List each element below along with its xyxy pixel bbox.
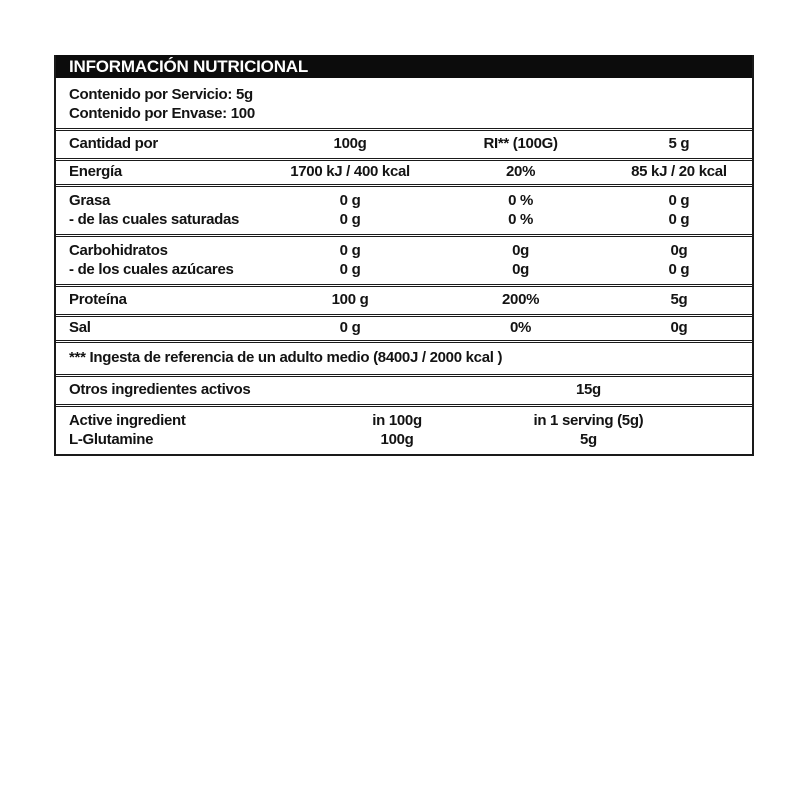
value-ri: 0 % <box>508 192 534 209</box>
value-per-100g: 1700 kJ / 400 kcal <box>290 163 410 180</box>
nutrient-row-carbs <box>56 241 752 260</box>
serving-per-serving: Contenido por Servicio: 5g <box>69 86 253 103</box>
nutrient-row-protein <box>56 284 752 314</box>
active-ingredient-col-serving: in 1 serving (5g) <box>533 412 644 429</box>
value-per-100g: 0 g <box>339 319 361 336</box>
nutrient-row-energy <box>56 158 752 184</box>
nutrient-row-fat <box>56 191 752 210</box>
serving-info <box>56 78 752 128</box>
value-per-100g: 0 g <box>339 261 361 278</box>
ingredient-label: L-Glutamine <box>69 431 154 448</box>
value-per-serving: 0 g <box>668 211 690 228</box>
nutrient-group-fat <box>56 184 752 234</box>
table-header-row <box>56 128 752 158</box>
column-header-serving: 5 g <box>668 135 690 152</box>
value-ri: 0 % <box>508 211 534 228</box>
column-header-100g: 100g <box>333 135 367 152</box>
value-per-100g: 100 g <box>331 291 369 308</box>
value-per-serving: 5g <box>670 291 688 308</box>
value-ri: 20% <box>506 163 536 180</box>
nutrient-label: Sal <box>69 319 91 336</box>
ingredient-value-per-serving: 5g <box>579 431 597 448</box>
value-per-serving: 0 g <box>668 192 690 209</box>
serving-per-container: Contenido por Envase: 100 <box>69 105 255 122</box>
value-per-serving: 0 g <box>668 261 690 278</box>
value-ri: 0g <box>512 242 530 259</box>
active-ingredient-section <box>56 404 752 454</box>
column-header-label: Cantidad por <box>69 135 158 152</box>
ingredient-row-glutamine <box>56 430 752 449</box>
column-header-ri: RI** (100G) <box>483 135 558 152</box>
active-ingredient-header: Active ingredient <box>69 412 186 429</box>
nutrient-label: - de las cuales saturadas <box>69 211 240 228</box>
nutrient-label: Proteína <box>69 291 127 308</box>
value-ri: 0g <box>512 261 530 278</box>
panel-header <box>56 55 752 78</box>
nutrient-label: Energía <box>69 163 122 180</box>
nutrition-panel <box>54 55 754 456</box>
value-per-100g: 0 g <box>339 211 361 228</box>
other-ingredients-value: 15g <box>575 381 601 398</box>
nutrient-row-saturated-fat <box>56 210 752 229</box>
value-ri: 0% <box>510 319 532 336</box>
value-per-100g: 0 g <box>339 242 361 259</box>
nutrient-label: Grasa <box>69 192 111 209</box>
panel-title: INFORMACIÓN NUTRICIONAL <box>69 56 309 76</box>
other-ingredients-label: Otros ingredientes activos <box>69 381 251 398</box>
nutrient-group-carbs <box>56 234 752 284</box>
active-ingredient-col-100g: in 100g <box>372 412 422 429</box>
ingredient-value-per-100g: 100g <box>380 431 414 448</box>
nutrient-row-sugars <box>56 260 752 279</box>
value-per-serving: 85 kJ / 20 kcal <box>631 163 727 180</box>
value-per-serving: 0g <box>670 319 688 336</box>
nutrient-row-salt <box>56 314 752 340</box>
other-ingredients-row <box>56 374 752 404</box>
nutrient-label: Carbohidratos <box>69 242 168 259</box>
active-ingredient-header-row <box>56 411 752 430</box>
value-ri: 200% <box>501 291 540 308</box>
value-per-serving: 0g <box>670 242 688 259</box>
value-per-100g: 0 g <box>339 192 361 209</box>
nutrient-label: - de los cuales azúcares <box>69 261 234 278</box>
reference-intake-footnote: *** Ingesta de referencia de un adulto medio (8400J / 2000 kcal ) <box>56 340 752 374</box>
